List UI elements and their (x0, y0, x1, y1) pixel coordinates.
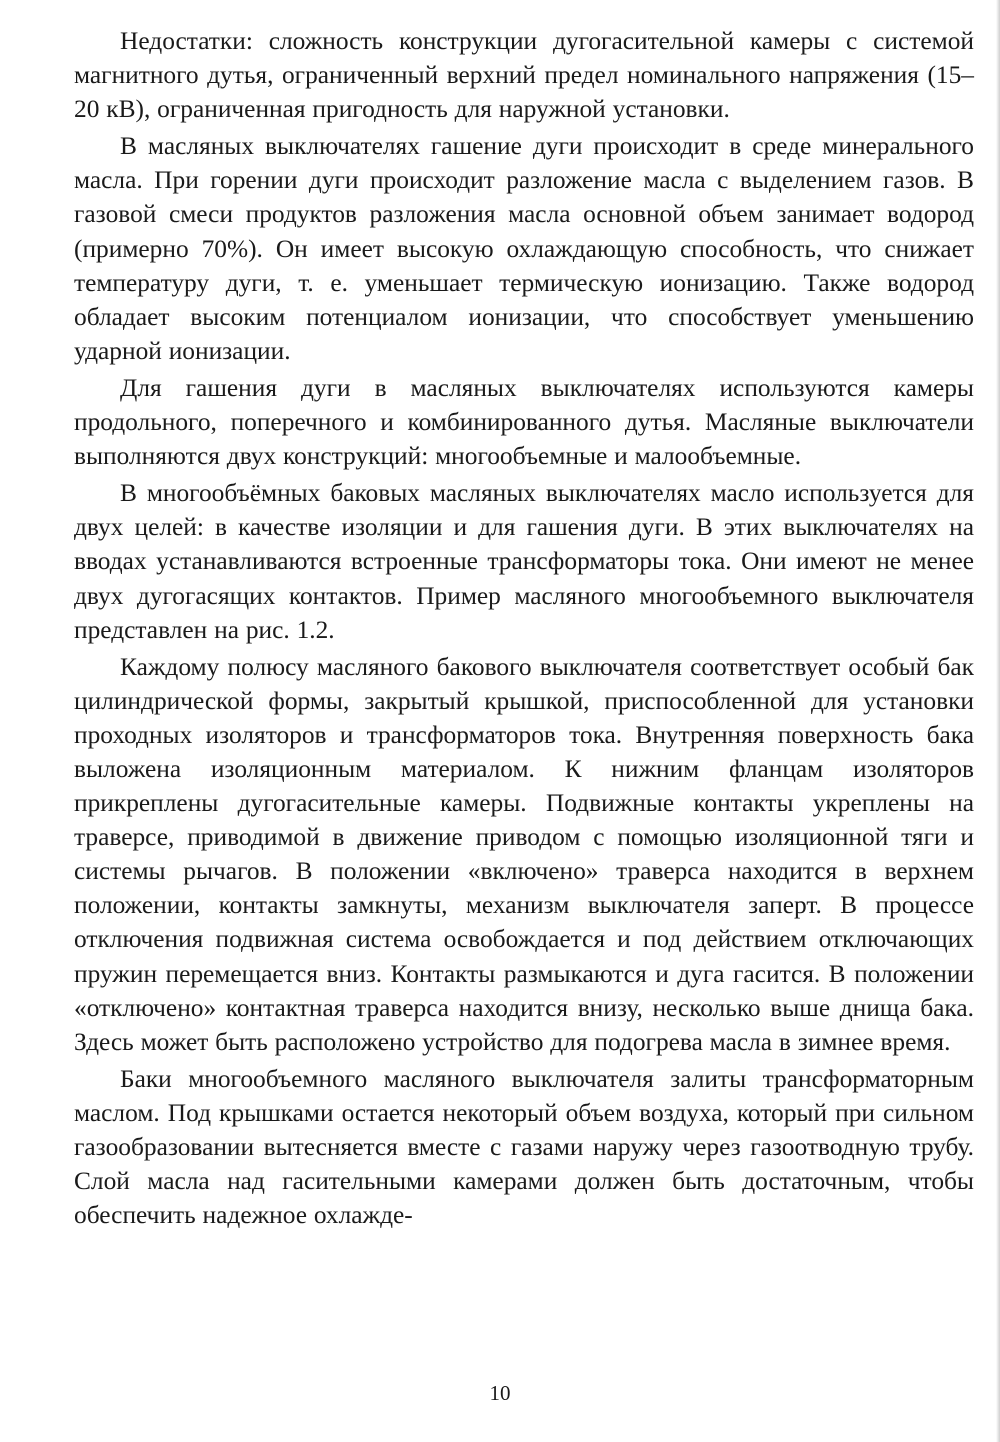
page-edge-shadow (996, 0, 1000, 1442)
paragraph-tank-design: Каждому полюсу масляного бакового выключателя соответствует особый бак цилиндрической формы, закрытый крышкой, приспособленной для установки проходных изоляторов и трансформаторов тока. Внутренняя поверхность бака выложена изоляционным материалом. К нижним фланцам изоляторов прикреплены дугогасительные камеры. Подвижные контакты укреплены на траверсе, приводимой в движение приводом с помощью изоляционной тяги и системы рычагов. В положении «включено» траверса находится в верхнем положении, контакты замкнуты, механизм выключателя заперт. В процессе отключения подвижная система освобождается и под действием отключающих пружин перемещается вниз. Контакты размыкаются и дуга гасится. В положении «отключено» контактная траверса находится внизу, несколько выше днища бака. Здесь может быть расположено устройство для подогрева масла в зимнее время. (74, 652, 974, 1056)
paragraph-blast-chambers: Для гашения дуги в масляных выключателях используются камеры продольного, поперечного и комбинированного дутья. Масляные выключатели выполняются двух конструкций: многообъемные и малообъемные. (74, 373, 974, 471)
paragraph-bulk-oil-breakers: В многообъёмных баковых масляных выключателях масло используется для двух целей: в качестве изоляции и для гашения дуги. В этих выключателях на вводах устанавливаются встроенные трансформаторы тока. Они имеют не менее двух дугогасящих контактов. Пример масляного многообъемного выключателя представлен на рис. 1.2. (74, 479, 974, 644)
body-text (74, 24, 974, 1232)
paragraph-oil-breakers-arc-quenching: В масляных выключателях гашение дуги происходит в среде минерального масла. При горении дуги происходит разложение масла с выделением газов. В газовой смеси продуктов разложения масла основной объем занимает водород (примерно 70%). Он имеет высокую охлаждающую способность, что снижает температуру дуги, т. е. уменьшает термическую ионизацию. Также водород обладает высоким потенциалом ионизации, что способствует уменьшению ударной ионизации. (74, 132, 974, 365)
paragraph-disadvantages: Недостатки: сложность конструкции дугогасительной камеры с системой магнитного дутья, ограниченный верхний предел номинального напряжения (15–20 кВ), ограниченная пригодность для наружной установки. (74, 27, 974, 124)
page-number: 10 (489, 1381, 511, 1405)
paragraph-transformer-oil: Баки многообъемного масляного выключателя залиты трансформаторным маслом. Под крышками остается некоторый объем воздуха, который при сильном газообразовании вытесняется вместе с газами наружу через газоотводную трубу. Слой масла над гасительными камерами должен быть достаточным, чтобы обеспечить надежное охлажде- (74, 1064, 974, 1230)
